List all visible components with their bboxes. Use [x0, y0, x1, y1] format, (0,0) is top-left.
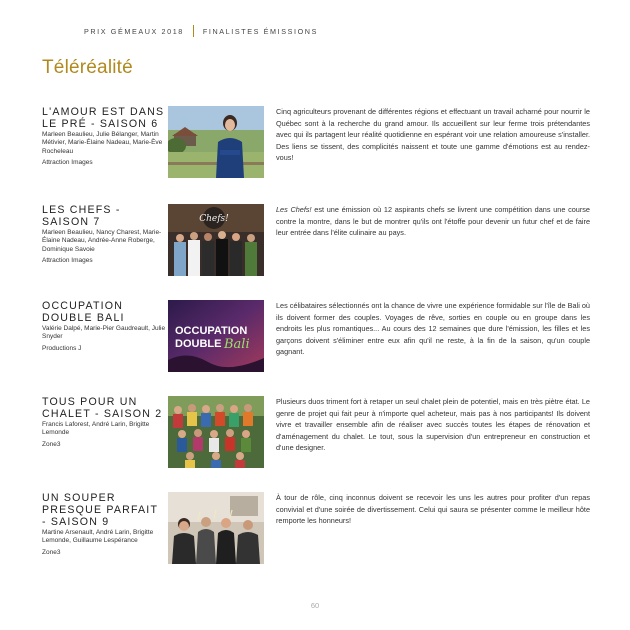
entry-title: UN SOUPER PRESQUE PARFAIT - SAISON 9 — [42, 492, 158, 528]
logo-occupation-text: OCCUPATION — [175, 325, 248, 337]
entry-people: Marleen Beaulieu, Julie Bélanger, Martin Métivier, Marie-Élaine Nadeau, Marie-Ève Rocheleau — [42, 131, 163, 155]
entry-production: Zone3 — [42, 440, 61, 448]
entry-production: Zone3 — [42, 548, 61, 556]
entry-people: Francis Laforest, André Larin, Brigitte Lemonde — [42, 421, 150, 437]
entry-title: OCCUPATION DOUBLE BALI — [42, 300, 125, 324]
entry-description: Plusieurs duos triment fort à retaper un seul chalet plein de potentiel, mais en très piètre état. Le genre de projet qui fait peur à n'importe quel acheteur, mais pas à nos participants! Ils doivent vivre et travailler ensemble afin de réaliser avec succès toutes les étapes de rénovation et d'aménagement du chalet. Le tout, sous la supervision d'un entrepreneur en construction et d'une designer. — [276, 397, 590, 453]
entry-title: LES CHEFS - SAISON 7 — [42, 204, 121, 228]
entry-description-text: est une émission où 12 aspirants chefs se livrent une compétition dans une course contre la montre, dans le but de montrer qu'ils ont l'étoffe pour devenir un futur chef et de faire leur entrée dans l'élite culinaire au pays. — [276, 205, 590, 238]
chalet-group-photo — [168, 396, 264, 468]
dinner-party-photo — [168, 492, 264, 564]
entry-photo — [168, 396, 264, 468]
entry-photo — [168, 204, 264, 276]
entry-description: Les célibataires sélectionnés ont la chance de vivre une expérience formidable sur l'île de Bali où ils doivent former des couples. Voyages de rêve, sorties en couple ou en groupe dans les endroits les plus romantiques... Au cours des 12 semaines que dure l'émission, les filles et les garçons doivent s'éliminer entre eux afin qu'il ne reste, à la fin de la saison, qu'un couple gagnant. — [276, 301, 590, 357]
entry-info — [42, 106, 166, 167]
farm-host-photo — [168, 106, 264, 178]
entry-info — [42, 492, 166, 557]
entry-info — [42, 300, 166, 353]
entry-info — [42, 396, 166, 449]
logo-double-text: DOUBLE — [175, 338, 222, 350]
section-title: Téléréalité — [42, 57, 133, 78]
entry-people: Marleen Beaulieu, Nancy Charest, Marie-Élaine Nadeau, Andrée-Anne Roberge, Dominique Savoie — [42, 229, 162, 253]
header-event: PRIX GÉMEAUX 2018 — [84, 26, 184, 36]
entry-photo — [168, 106, 264, 178]
entry-production: Productions J — [42, 344, 82, 352]
entry-people: Valérie Dalpé, Marie-Pier Gaudreault, Julie Snyder — [42, 325, 166, 341]
entry-title: TOUS POUR UN CHALET - SAISON 2 — [42, 396, 163, 420]
chefs-group-photo — [168, 204, 264, 276]
entry-info — [42, 204, 166, 265]
entry-description: À tour de rôle, cinq inconnus doivent se recevoir les uns les autres pour profiter d'un repas convivial et d'une soirée de divertissement. Celui qui saura se présenter comme le meilleur hôte remporte les honneurs! — [276, 493, 590, 526]
header-category: FINALISTES ÉMISSIONS — [202, 26, 318, 36]
entry-people: Martine Arsenault, André Larin, Brigitte Lemonde, Guillaume Lespérance — [42, 529, 154, 545]
show-name-italic: Les Chefs! — [276, 205, 312, 214]
logo-bali-text: Bali — [224, 337, 250, 352]
page-header — [84, 25, 318, 37]
header-divider — [193, 25, 194, 37]
entry-title: L'AMOUR EST DANS LE PRÉ - SAISON 6 — [42, 106, 165, 130]
entry-photo — [168, 300, 264, 372]
page-number: 60 — [310, 601, 320, 610]
entry-production: Attraction Images — [42, 256, 93, 264]
entry-description — [276, 204, 590, 239]
entry-photo — [168, 492, 264, 564]
occupation-double-logo-image — [168, 300, 264, 372]
chefs-logo-text: Chefs! — [199, 214, 229, 224]
entry-production: Attraction Images — [42, 158, 93, 166]
entry-description: Cinq agriculteurs provenant de différentes régions et effectuant un travail acharné pour nourrir le Québec sont à la recherche du grand amour. Ils accueillent sur leur ferme trois prétendantes avec qui ils partagent leur réalité quotidienne en espérant voir une relation amoureuse s'installer. Des liens se tissent, des complicités naissent et toute une gamme d'émotions est au rendez-vous! — [276, 107, 590, 163]
